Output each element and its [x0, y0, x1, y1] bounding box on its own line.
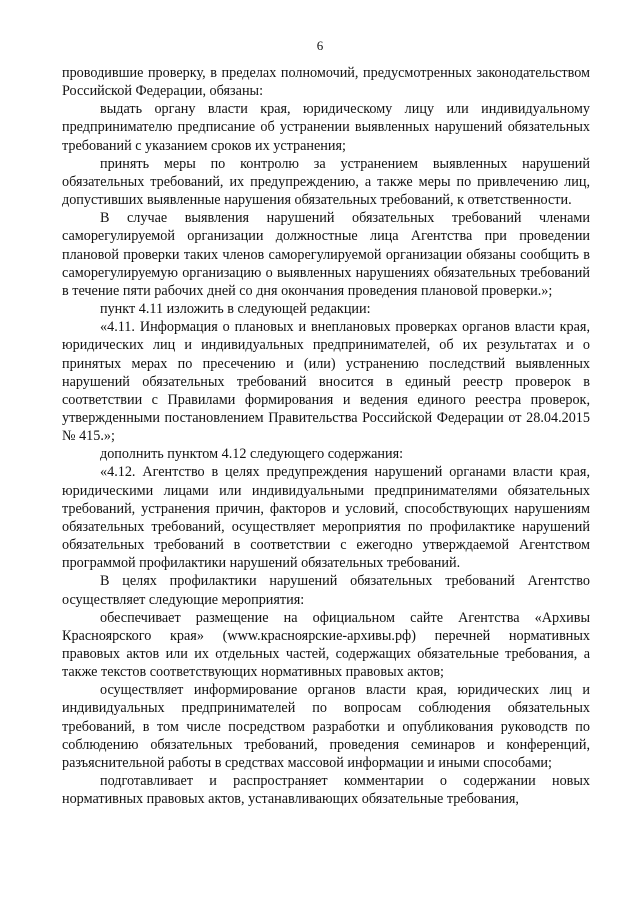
paragraph: подготавливает и распространяет комментарии о содержании новых нормативных правовых актов, устанавливающих обязательные требования, — [62, 773, 590, 808]
paragraph: проводившие проверку, в пределах полномочий, предусмотренных законодательством Российской Федерации, обязаны: — [62, 65, 590, 100]
paragraph: дополнить пунктом 4.12 следующего содержания: — [100, 446, 404, 463]
paragraph: осуществляет информирование органов власти края, юридических лиц и индивидуальных предпринимателей по вопросам соблюдения обязательных требований, в том числе посредством разработки и опубликования руководств по соблюдению обязательных требований, проведения семинаров и конференций, разъяснительной работы в средствах массовой информации и иными способами; — [62, 682, 590, 771]
paragraph: обеспечивает размещение на официальном сайте Агентства «Архивы Красноярского края» (www.красноярские-архивы.рф) перечней нормативных правовых актов или их отдельных частей, содержащих обязательные требования, а также текстов соответствующих нормативных правовых актов; — [62, 609, 590, 681]
paragraph: «4.12. Агентство в целях предупреждения нарушений органами власти края, юридическими лицами или индивидуальными предпринимателями обязательных требований, устранения причин, факторов и условий, способствующих нарушениям обязательных требований, осуществляет мероприятия по профилактике нарушений обязательных требований в соответствии с ежегодно утверждаемой Агентством программой профилактики нарушений обязательных требований. — [62, 464, 590, 572]
paragraph: принять меры по контролю за устранением выявленных нарушений обязательных требований, их предупреждению, а также меры по привлечению лиц, допустивших выявленные нарушения обязательных требований, к ответственности. — [62, 155, 590, 209]
paragraph: В случае выявления нарушений обязательных требований членами саморегулируемой организации должностные лица Агентства при проведении плановой проверки таких членов саморегулируемой организации обязаны сообщить в саморегулируемую организацию о выявленных нарушениях обязательных требований в течение пяти рабочих дней со дня окончания проведения плановой проверки.»; — [62, 210, 590, 299]
document-body — [62, 64, 590, 808]
paragraph: В целях профилактики нарушений обязательных требований Агентство осуществляет следующие мероприятия: — [62, 573, 590, 608]
paragraph: пункт 4.11 изложить в следующей редакции: — [100, 301, 371, 318]
paragraph: «4.11. Информация о плановых и внеплановых проверках органов власти края, юридических лиц и индивидуальных предпринимателей, об их результатах и о принятых мерах по пресечению и (или) устранению последствий выявленных нарушений обязательных требований вносится в единый реестр проверок в соответствии с Правилами формирования и ведения единого реестра проверок, утвержденными постановлением Правительства Российской Федерации от 28.04.2015 № 415.»; — [62, 319, 590, 445]
paragraph: выдать органу власти края, юридическому лицу или индивидуальному предпринимателю предписание об устранении выявленных нарушений обязательных требований с указанием сроков их устранения; — [62, 101, 590, 154]
page-number: 6 — [316, 38, 324, 53]
